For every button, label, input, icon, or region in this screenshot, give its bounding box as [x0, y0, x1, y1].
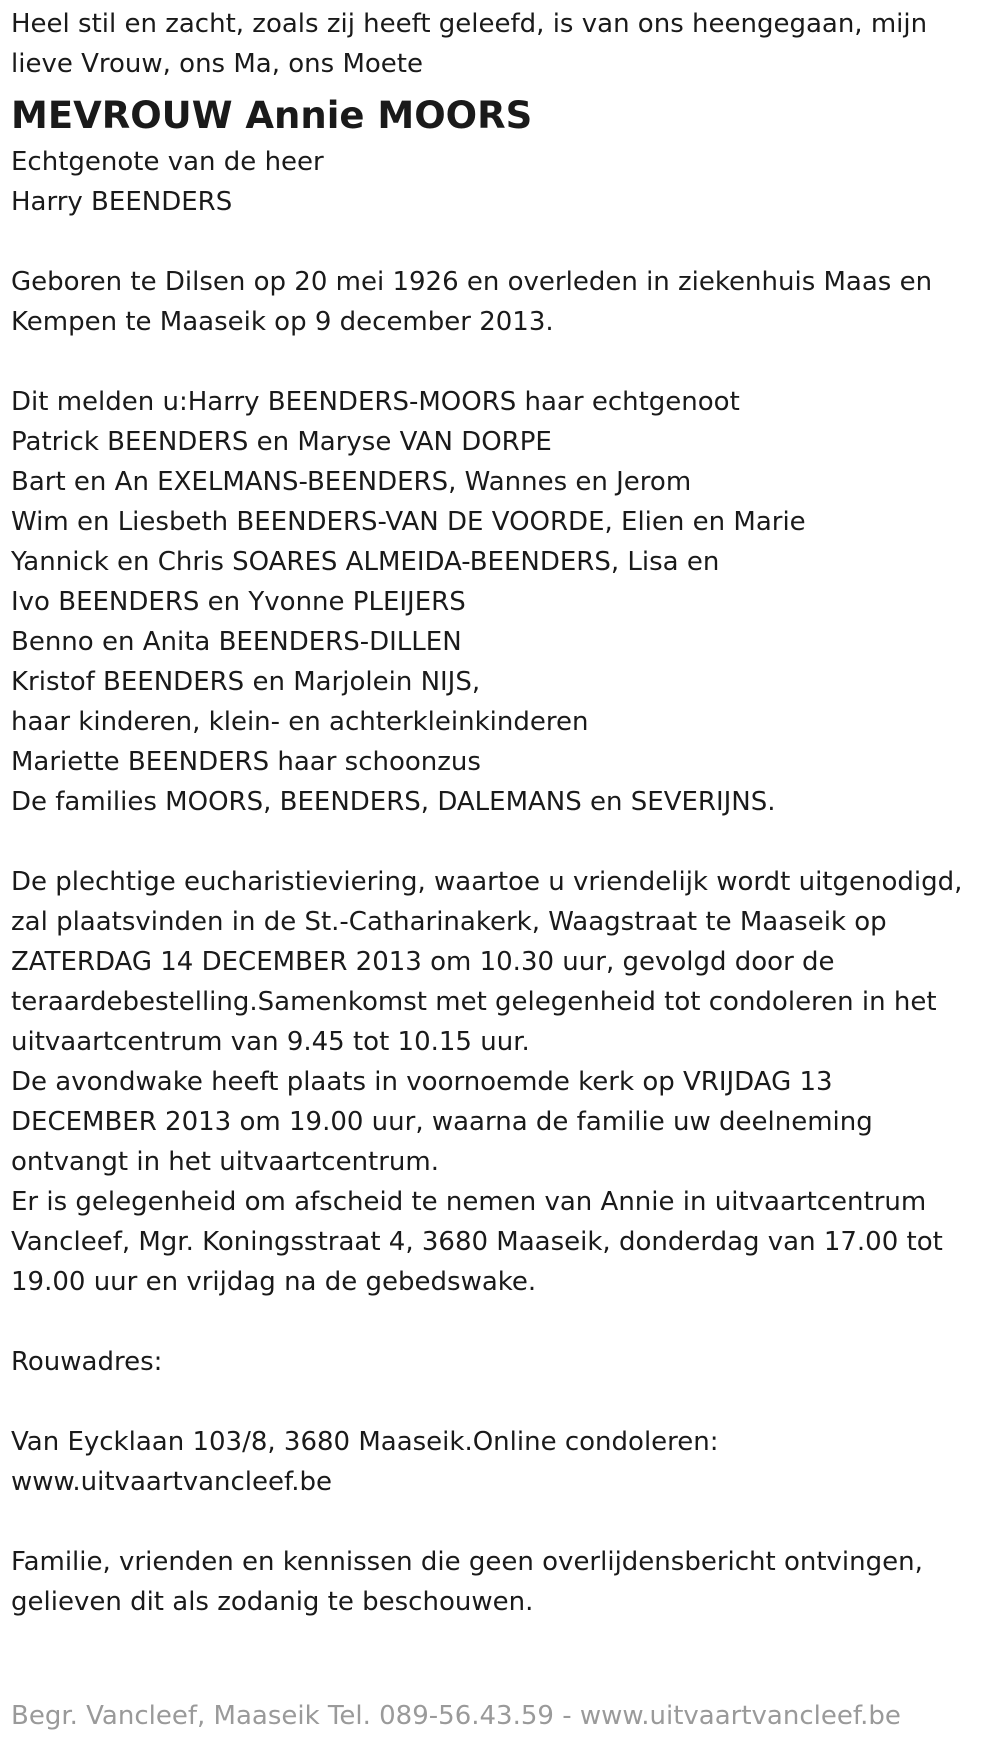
intro-line: lieve Vrouw, ons Ma, ons Moete	[11, 49, 423, 79]
family-list	[11, 382, 991, 822]
spacer	[11, 342, 991, 382]
ceremony-line: De plechtige eucharistieviering, waartoe u vriendelijk wordt uitgenodigd,	[11, 867, 963, 897]
closing-paragraph	[11, 1542, 991, 1622]
spouse-line: Harry BEENDERS	[11, 187, 233, 217]
birth-death-line: Geboren te Dilsen op 20 mei 1926 en overleden in ziekenhuis Maas en	[11, 267, 933, 297]
ceremony-line: Vancleef, Mgr. Koningsstraat 4, 3680 Maaseik, donderdag van 17.00 tot	[11, 1227, 943, 1257]
ceremony-line: zal plaatsvinden in de St.-Catharinakerk, Waagstraat te Maaseik op	[11, 907, 887, 937]
family-line: Wim en Liesbeth BEENDERS-VAN DE VOORDE, Elien en Marie	[11, 507, 806, 537]
ceremony-line: teraardebestelling.Samenkomst met gelegenheid tot condoleren in het	[11, 987, 937, 1017]
spouse-block	[11, 142, 991, 222]
mourning-address-line: Van Eycklaan 103/8, 3680 Maaseik.Online condoleren:	[11, 1427, 719, 1457]
closing-line: Familie, vrienden en kennissen die geen overlijdensbericht ontvingen,	[11, 1547, 923, 1577]
deceased-name: MEVROUW Annie MOORS	[11, 94, 533, 137]
ceremony-line: DECEMBER 2013 om 19.00 uur, waarna de familie uw deelneming	[11, 1107, 873, 1137]
family-line: haar kinderen, klein- en achterkleinkinderen	[11, 707, 589, 737]
closing-line: gelieven dit als zodanig te beschouwen.	[11, 1587, 534, 1617]
ceremony-line: 19.00 uur en vrijdag na de gebedswake.	[11, 1267, 537, 1297]
ceremony-line: ZATERDAG 14 DECEMBER 2013 om 10.30 uur, gevolgd door de	[11, 947, 835, 977]
ceremony-line: Er is gelegenheid om afscheid te nemen van Annie in uitvaartcentrum	[11, 1187, 927, 1217]
spacer	[11, 1502, 991, 1542]
intro-line: Heel stil en zacht, zoals zij heeft geleefd, is van ons heengegaan, mijn	[11, 9, 928, 39]
family-line: Benno en Anita BEENDERS-DILLEN	[11, 627, 462, 657]
family-line: De families MOORS, BEENDERS, DALEMANS en SEVERIJNS.	[11, 787, 776, 817]
obituary-notice	[11, 4, 991, 1622]
family-line: Ivo BEENDERS en Yvonne PLEIJERS	[11, 587, 466, 617]
family-line: Bart en An EXELMANS-BEENDERS, Wannes en Jerom	[11, 467, 692, 497]
birth-death-line: Kempen te Maaseik op 9 december 2013.	[11, 307, 554, 337]
birth-death-paragraph	[11, 262, 991, 342]
family-line: Dit melden u:Harry BEENDERS-MOORS haar echtgenoot	[11, 387, 740, 417]
ceremony-line: De avondwake heeft plaats in voornoemde kerk op VRIJDAG 13	[11, 1067, 833, 1097]
spacer	[11, 1382, 991, 1422]
mourning-address	[11, 1422, 991, 1502]
mourning-address-label: Rouwadres:	[11, 1347, 163, 1377]
spouse-line: Echtgenote van de heer	[11, 147, 324, 177]
family-line: Yannick en Chris SOARES ALMEIDA-BEENDERS, Lisa en	[11, 547, 720, 577]
family-line: Patrick BEENDERS en Maryse VAN DORPE	[11, 427, 552, 457]
ceremony-line: uitvaartcentrum van 9.45 tot 10.15 uur.	[11, 1027, 530, 1057]
family-line: Mariette BEENDERS haar schoonzus	[11, 747, 481, 777]
funeral-home-footer: Begr. Vancleef, Maaseik Tel. 089-56.43.59 - www.uitvaartvancleef.be	[11, 1701, 901, 1731]
spacer	[11, 822, 991, 862]
intro-paragraph	[11, 4, 991, 84]
spacer	[11, 222, 991, 262]
ceremony-paragraph	[11, 862, 991, 1302]
family-line: Kristof BEENDERS en Marjolein NIJS,	[11, 667, 481, 697]
spacer	[11, 1302, 991, 1342]
condolence-website: www.uitvaartvancleef.be	[11, 1467, 333, 1497]
ceremony-line: ontvangt in het uitvaartcentrum.	[11, 1147, 439, 1177]
